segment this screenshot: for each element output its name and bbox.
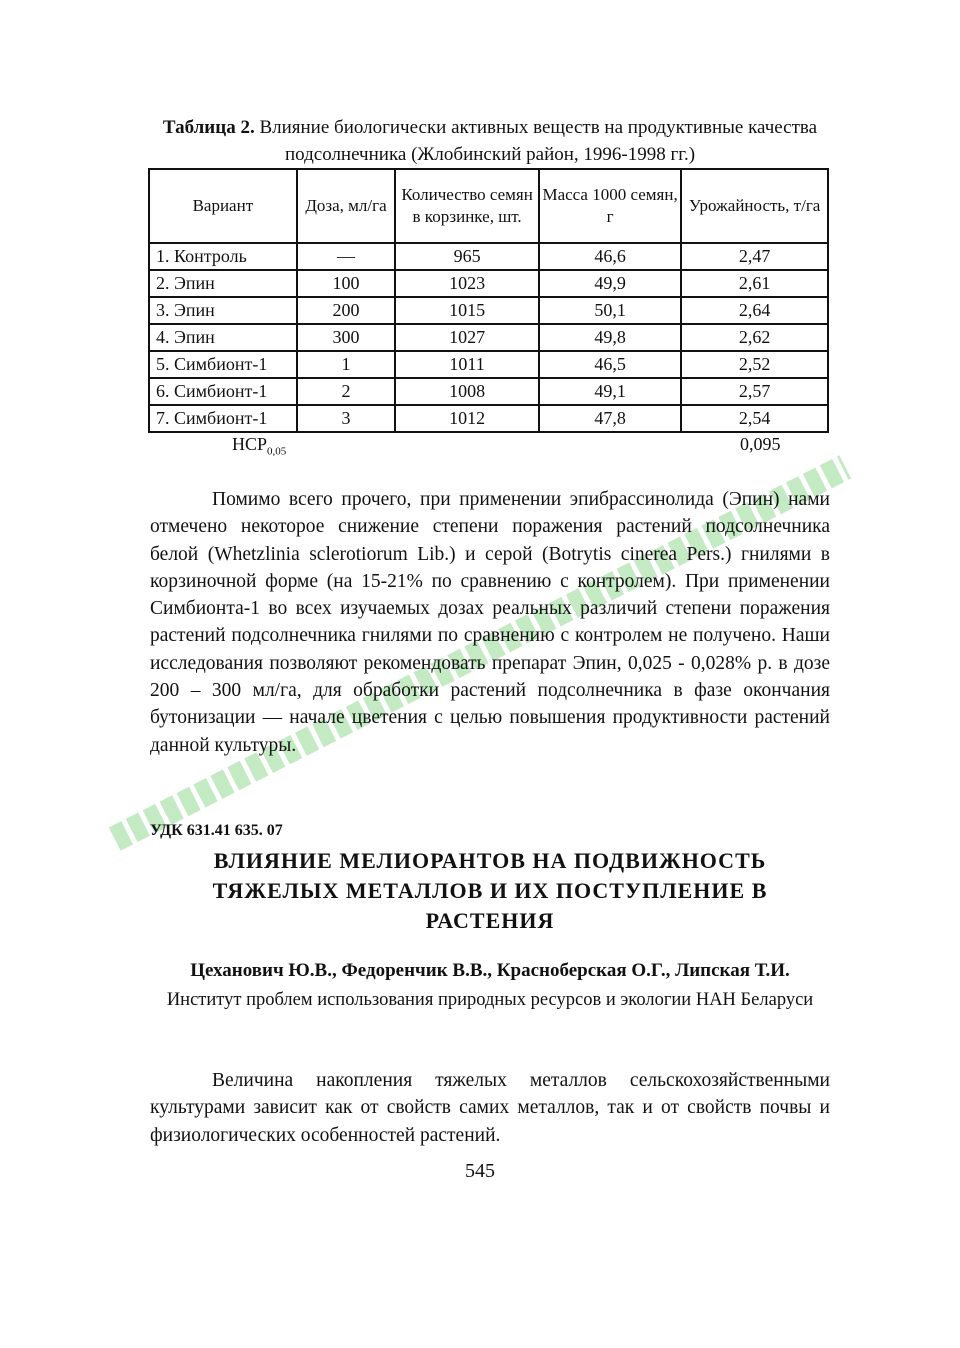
cell-seed-count: 1023 xyxy=(395,270,539,297)
lsd-label xyxy=(232,434,286,458)
cell-seed-count: 1008 xyxy=(395,378,539,405)
table-caption-label: Таблица 2. xyxy=(162,117,255,138)
cell-yield: 2,57 xyxy=(681,378,828,405)
cell-seed-count: 1011 xyxy=(395,351,539,378)
page-number: 545 xyxy=(465,1160,495,1182)
table-row xyxy=(149,297,828,324)
cell-variant: 6. Симбионт-1 xyxy=(149,378,297,405)
cell-seed-count: 1027 xyxy=(395,324,539,351)
table-row xyxy=(149,405,828,432)
cell-variant: 1. Контроль xyxy=(149,243,297,270)
cell-yield: 2,54 xyxy=(681,405,828,432)
table-header-row xyxy=(149,169,828,243)
cell-dose: 300 xyxy=(297,324,396,351)
lsd-value: 0,095 xyxy=(740,434,781,454)
cell-dose: 2 xyxy=(297,378,396,405)
header-seed-count: Количество семян в корзинке, шт. xyxy=(395,169,539,243)
cell-dose: 3 xyxy=(297,405,396,432)
cell-seed-mass: 47,8 xyxy=(539,405,681,432)
cell-seed-mass: 50,1 xyxy=(539,297,681,324)
cell-seed-count: 1012 xyxy=(395,405,539,432)
table-caption xyxy=(150,114,830,168)
cell-variant: 3. Эпин xyxy=(149,297,297,324)
cell-seed-mass: 49,8 xyxy=(539,324,681,351)
table-row xyxy=(149,324,828,351)
cell-seed-mass: 46,6 xyxy=(539,243,681,270)
udk-code: УДК 631.41 635. 07 xyxy=(150,822,283,839)
cell-variant: 5. Симбионт-1 xyxy=(149,351,297,378)
article-authors: Цеханович Ю.В., Федоренчик В.В., Красноберская О.Г., Липская Т.И. xyxy=(190,960,790,981)
body-paragraph: Помимо всего прочего, при применении эпибрассинолида (Эпин) нами отмечено некоторое снижение степени поражения растений подсолнечника белой (Whetzlinia sclerotiorum Lib.) и серой (Botrytis cinerea Pers.) гнилями в корзиночной форме (на 15-21% по сравнению с контролем). При применении Симбионта-1 во всех изучаемых дозах реальных различий степени поражения растений подсолнечника гнилями по сравнению с контролем не получено. Наши исследования позволяют рекомендовать препарат Эпин, 0,025 - 0,028% р. в дозе 200 – 300 мл/га, для обработки растений подсолнечника в фазе окончания бутонизации — начале цветения с целью повышения продуктивности растений данной культуры. xyxy=(150,489,830,756)
article-title: ВЛИЯНИЕ МЕЛИОРАНТОВ НА ПОДВИЖНОСТЬ ТЯЖЕЛЫХ МЕТАЛЛОВ И ИХ ПОСТУПЛЕНИЕ В РАСТЕНИЯ xyxy=(212,848,768,933)
cell-seed-count: 965 xyxy=(395,243,539,270)
header-variant: Вариант xyxy=(149,169,297,243)
cell-yield: 2,47 xyxy=(681,243,828,270)
cell-dose: 100 xyxy=(297,270,396,297)
table-row xyxy=(149,351,828,378)
cell-yield: 2,62 xyxy=(681,324,828,351)
table-row xyxy=(149,270,828,297)
cell-dose: — xyxy=(297,243,396,270)
table-caption-text: Влияние биологически активных веществ на продуктивные качества подсолнечника (Жлобинский район, 1996-1998 гг.) xyxy=(259,117,818,165)
header-seed-mass: Масса 1000 семян, г xyxy=(539,169,681,243)
cell-yield: 2,61 xyxy=(681,270,828,297)
cell-variant: 2. Эпин xyxy=(149,270,297,297)
header-dose: Доза, мл/га xyxy=(297,169,396,243)
cell-variant: 4. Эпин xyxy=(149,324,297,351)
results-table xyxy=(148,168,829,433)
cell-variant: 7. Симбионт-1 xyxy=(149,405,297,432)
cell-dose: 1 xyxy=(297,351,396,378)
cell-seed-count: 1015 xyxy=(395,297,539,324)
table-row xyxy=(149,243,828,270)
cell-seed-mass: 49,9 xyxy=(539,270,681,297)
cell-seed-mass: 49,1 xyxy=(539,378,681,405)
article-institution: Институт проблем использования природных ресурсов и экологии НАН Беларуси xyxy=(166,990,814,1010)
table-row xyxy=(149,378,828,405)
header-yield: Урожайность, т/га xyxy=(681,169,828,243)
cell-dose: 200 xyxy=(297,297,396,324)
lsd-label-subscript: 0,05 xyxy=(267,445,287,458)
cell-yield: 2,52 xyxy=(681,351,828,378)
cell-yield: 2,64 xyxy=(681,297,828,324)
lsd-label-text: НСР xyxy=(232,434,268,454)
article-paragraph: Величина накопления тяжелых металлов сельскохозяйственными культурами зависит как от свойств самих металлов, так и от свойств почвы и физиологических особенностей растений. xyxy=(150,1070,830,1146)
cell-seed-mass: 46,5 xyxy=(539,351,681,378)
